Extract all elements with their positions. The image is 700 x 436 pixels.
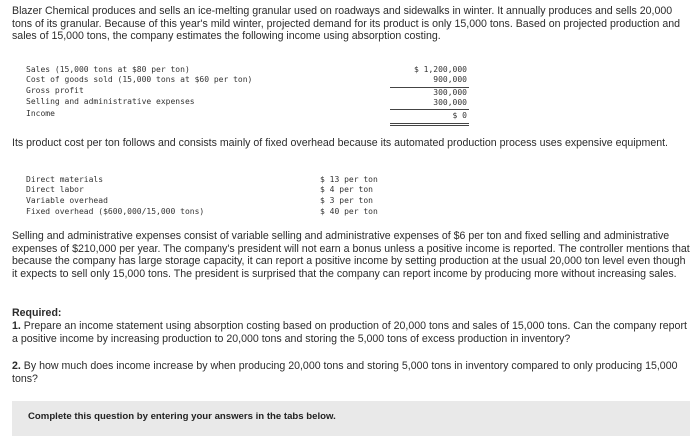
cost-value: $ 3 per ton	[320, 196, 373, 205]
statement-label: Gross profit	[26, 86, 84, 95]
cost-value: $ 13 per ton	[320, 175, 378, 184]
required-label: Required:	[12, 307, 62, 319]
item-text: By how much does income increase by when producing 20,000 tons and storing 5,000 tons in inventory compared to only producing 15,000 tons?	[12, 360, 678, 385]
statement-value: 900,000	[433, 75, 467, 84]
statement-value: $ 0	[452, 111, 467, 120]
cost-value: $ 40 per ton	[320, 207, 378, 216]
product-cost-intro: Its product cost per ton follows and consists mainly of fixed overhead because its automated production process uses expensive equipment.	[12, 137, 669, 149]
instruction-text: Complete this question by entering your answers in the tabs below.	[28, 411, 336, 422]
cost-label: Variable overhead	[26, 196, 108, 205]
cost-value: $ 4 per ton	[320, 185, 373, 194]
cost-label: Fixed overhead ($600,000/15,000 tons)	[26, 207, 205, 216]
divider	[390, 109, 469, 110]
cost-label: Direct materials	[26, 175, 104, 184]
required-item-2	[12, 360, 692, 385]
item-number: 2.	[12, 360, 21, 372]
statement-label: Sales (15,000 tons at $80 per ton)	[26, 65, 190, 74]
instruction-bar	[12, 401, 690, 436]
cost-label: Direct labor	[26, 185, 84, 194]
statement-value: $ 1,200,000	[414, 65, 467, 74]
statement-label: Income	[26, 109, 55, 118]
intro-paragraph: Blazer Chemical produces and sells an ice-melting granular used on roadways and sidewalks in winter. It annually produces and sells 20,000 tons of its granular. Because of this year's mild winter, projected demand for its product is only 15,000 tons. Based on projected production and sales of 15,000 tons, the company estimates the following income using absorption costing.	[12, 5, 681, 43]
statement-label: Cost of goods sold (15,000 tons at $60 per ton)	[26, 75, 253, 84]
statement-value: 300,000	[433, 88, 467, 97]
item-text: Prepare an income statement using absorption costing based on production of 20,000 tons and sales of 15,000 tons. Can the company report a positive income by increasing production to 20,000 tons and storing the 5,000 tons of excess production in inventory?	[12, 320, 687, 345]
statement-label: Selling and administrative expenses	[26, 97, 195, 106]
divider	[390, 123, 469, 124]
item-number: 1.	[12, 320, 21, 332]
required-item-1	[12, 320, 692, 345]
statement-value: 300,000	[433, 98, 467, 107]
divider	[390, 125, 469, 126]
selling-admin-paragraph: Selling and administrative expenses consist of variable selling and administrative expenses of $6 per ton and fixed selling and administrative expenses of $210,000 per year. The company's president will not earn a bonus unless a positive income is reported. The controller mentions that because the company has large storage capacity, it can report a positive income by setting production at the usual 20,000 ton level even though it expects to sell only 15,000 tons. The president is surprised that the company can report income by producing more without increasing sales.	[12, 230, 690, 280]
